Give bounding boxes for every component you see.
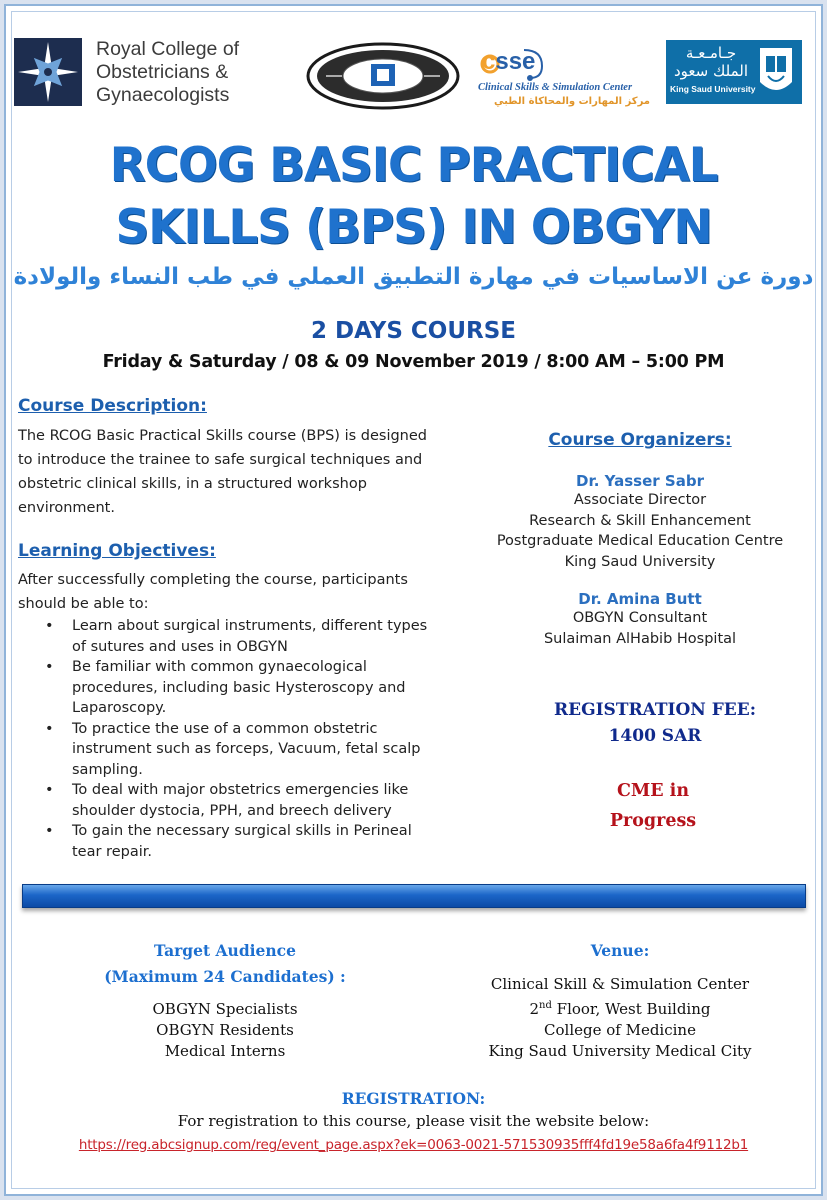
organizer-1 [470, 472, 810, 572]
venue-line: Clinical Skill & Simulation Center [490, 975, 750, 993]
objectives-intro [18, 568, 478, 616]
organizer-name: Dr. Amina Butt [578, 590, 702, 608]
rcog-line-2: Obstetricians & [96, 61, 229, 83]
organizer-line: Sulaiman AlHabib Hospital [543, 630, 737, 647]
rcog-logo [14, 38, 264, 108]
csse-wordmark: csse [482, 48, 536, 75]
ksu-english: King Saud University [670, 84, 756, 94]
target-audience [100, 938, 350, 1062]
ksu-logo [666, 40, 802, 104]
audience-max: (Maximum 24 Candidates) : [104, 967, 346, 986]
list-item [45, 657, 522, 719]
course-duration: 2 DAYS COURSE [310, 318, 517, 344]
course-description-heading: Course Description: [18, 396, 207, 416]
audience-item: OBGYN Residents [156, 1021, 294, 1039]
objective-line: Laparoscopy. [72, 700, 167, 716]
objective-line: instrument such as forceps, Vacuum, fetal scalp [72, 741, 421, 757]
objective-line: Learn about surgical instruments, different types [72, 618, 428, 634]
fee-amount: 1400 SAR [608, 726, 702, 746]
objective-line: sampling. [72, 761, 143, 778]
arabic-title: دورة عن الاساسيات في مهارة التطبيق العملي في طب النساء والولادة [13, 264, 814, 290]
cme-status [540, 776, 766, 836]
list-item [45, 821, 522, 862]
registration-link[interactable]: https://reg.abcsignup.com/reg/event_page.aspx?ek=0063-0021-571530935fff4fd19e58a6fa4f9112b1 [78, 1137, 749, 1153]
csse-subtitle-ar: مركز المهارات والمحاكاة الطبي [493, 96, 650, 107]
objective-line: To gain the necessary surgical skills in Perineal [72, 823, 412, 839]
venue-line: King Saud University Medical City [488, 1042, 752, 1060]
csse-logo [478, 44, 656, 114]
description-line: to introduce the trainee to safe surgical techniques and [18, 452, 423, 468]
venue-heading: Venue: [590, 941, 650, 960]
learning-objectives-heading: Learning Objectives: [18, 541, 216, 561]
objective-line: tear repair. [72, 843, 152, 860]
list-item [45, 719, 522, 781]
registration-fee [540, 697, 770, 749]
rcog-name [96, 38, 239, 107]
organizer-line: King Saud University [564, 553, 716, 570]
objective-line: To practice the use of a common obstetric [72, 720, 378, 737]
description-line: environment. [18, 500, 115, 516]
list-item [45, 616, 522, 657]
objectives-intro-line: After successfully completing the course, participants [18, 572, 408, 588]
objective-line: of sutures and uses in OBGYN [72, 638, 288, 655]
registration-heading: REGISTRATION: [341, 1089, 486, 1108]
ksu-arabic [672, 44, 750, 80]
course-description-text [18, 424, 478, 520]
organizer-line: Postgraduate Medical Education Centre [496, 533, 784, 549]
csse-subtitle-en: Clinical Skills & Simulation Center [478, 82, 633, 93]
organizer-2 [470, 590, 810, 649]
venue [460, 938, 780, 1062]
floor-rest: Floor, West Building [551, 1000, 711, 1018]
objective-line: shoulder dystocia, PPH, and breech delivery [72, 802, 392, 819]
course-organizers-heading: Course Organizers: [548, 430, 732, 450]
description-line: obstetric clinical skills, in a structured workshop [18, 476, 367, 492]
floor-suffix: nd [539, 1000, 552, 1011]
objective-line: Be familiar with common gynaecological [72, 659, 367, 675]
audience-heading: Target Audience [154, 941, 296, 960]
venue-line: College of Medicine [544, 1021, 696, 1039]
description-line: The RCOG Basic Practical Skills course (BPS) is designed [18, 428, 427, 444]
rcog-star-icon [14, 38, 82, 106]
registration-text: For registration to this course, please visit the website below: [177, 1112, 650, 1130]
ksu-arabic-line-2: الملك سعود [673, 62, 749, 80]
organizer-line: Research & Skill Enhancement [529, 512, 751, 529]
title-line-2: SKILLS (BPS) IN OBGYN [115, 200, 712, 255]
list-item [45, 780, 522, 821]
audience-item: OBGYN Specialists [152, 1000, 298, 1018]
organizer-name: Dr. Yasser Sabr [576, 472, 704, 490]
ksu-arabic-line-1: جـامـعـة [685, 44, 737, 62]
objective-line: To deal with major obstetrics emergencies like [72, 782, 409, 798]
cme-line-2: Progress [609, 811, 697, 831]
ksu-emblem-icon [758, 46, 794, 98]
objectives-intro-line: should be able to: [18, 596, 149, 612]
bullet-icon: • [45, 618, 54, 634]
rcog-line-3: Gynaecologists [96, 84, 230, 106]
course-dates: Friday & Saturday / 08 & 09 November 2019 / 8:00 AM – 5:00 PM [102, 352, 725, 372]
venue-floor [460, 995, 780, 1020]
bullet-icon: • [45, 823, 54, 839]
objectives-list [18, 616, 522, 862]
objective-line: procedures, including basic Hysteroscopy and [72, 679, 406, 696]
cme-line-1: CME in [616, 781, 690, 801]
title-line-1: RCOG BASIC PRACTICAL [109, 138, 718, 193]
pgmec-seal-logo [306, 42, 460, 110]
bullet-icon: • [45, 720, 54, 737]
seal-icon [306, 42, 460, 110]
organizer-line: Associate Director [573, 492, 707, 508]
organizer-line: OBGYN Consultant [572, 610, 708, 626]
fee-label: REGISTRATION FEE: [554, 700, 756, 720]
section-divider-bar [22, 884, 806, 908]
bullet-icon: • [45, 659, 54, 675]
bullet-icon: • [45, 782, 54, 798]
floor-number: 2 [529, 1000, 540, 1018]
rcog-line-1: Royal College of [96, 38, 240, 60]
audience-item: Medical Interns [164, 1042, 286, 1060]
